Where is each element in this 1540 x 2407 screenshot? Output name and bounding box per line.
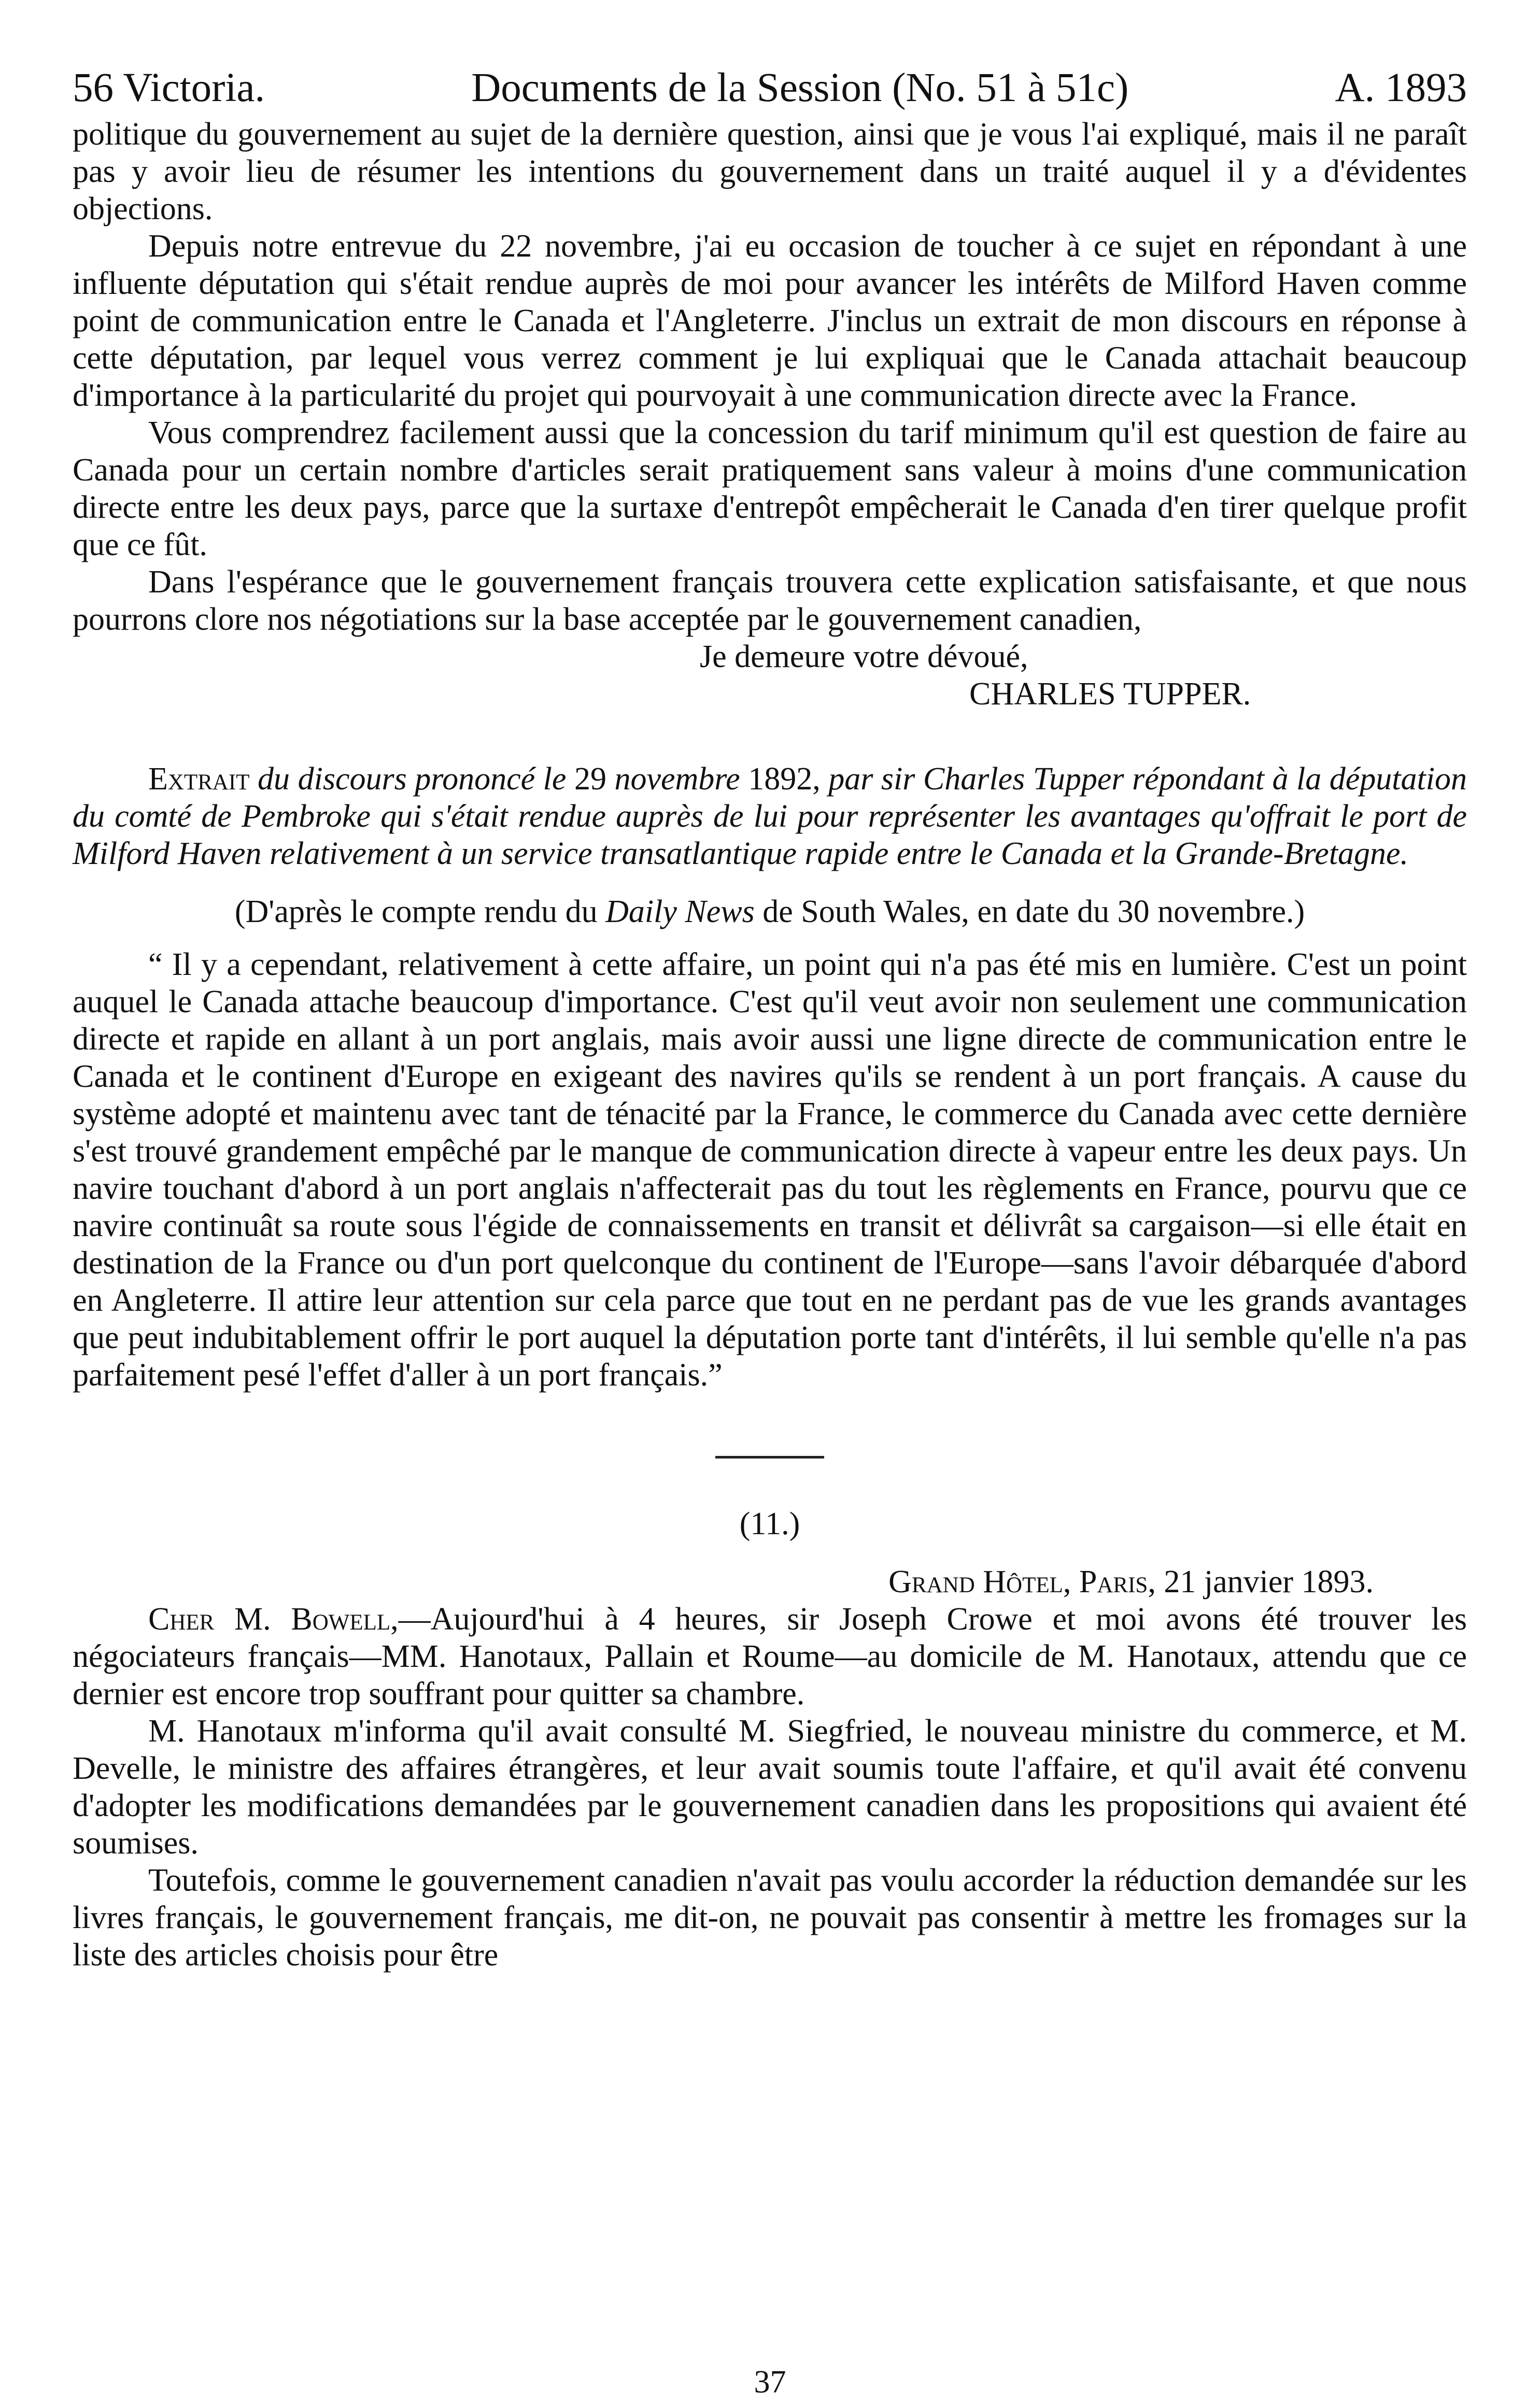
section-divider [715, 1456, 824, 1459]
extract-lead: Extrait [148, 761, 250, 797]
paragraph: M. Hanotaux m'informa qu'il avait consulté M. Siegfried, le nouveau ministre du commerce, et M. Develle, le ministre des affaires étrangères, et leur avait soumis toute l'affaire, et qu'il avait été convenu d'adopter les modifications demandées par le gouvernement canadien dans les propositions qui avaient été soumises. [73, 1714, 1467, 1861]
extract-part1: du discours prononcé le [249, 761, 574, 797]
paragraph [73, 1601, 1467, 1712]
source-a: (D'après le compte rendu du [234, 894, 606, 929]
extract-source [73, 893, 1467, 930]
source-b: de South Wales, en date du 30 novembre.) [754, 894, 1305, 929]
letter-number: (11.) [739, 1506, 800, 1541]
source-paper: Daily News [605, 894, 755, 929]
paragraph: Toutefois, comme le gouvernement canadien n'avait pas voulu accorder la réduction demandée sur les livres français, le gouvernement français, me dit-on, ne pouvait pas consentir à mettre les fromages sur la liste des articles choisis pour être [73, 1863, 1467, 1973]
extract-heading [73, 760, 1467, 872]
paragraph: Dans l'espérance que le gouvernement français trouvera cette explication satisfaisante, et que nous pourrons clore nos négotiations sur la base acceptée par le gouvernement canadien, [73, 564, 1467, 637]
paragraph: Vous comprendrez facilement aussi que la concession du tarif minimum qu'il est question de faire au Canada pour un certain nombre d'articles serait pratiquement sans valeur à moins d'une communication directe entre les deux pays, parce que la surtaxe d'entrepôt empêcherait le Canada d'en tirer quelque profit que ce fût. [73, 415, 1467, 562]
page-number: 37 [754, 2364, 786, 2400]
dateline-date: 21 janvier 1893. [1155, 1564, 1374, 1599]
salutation: Cher M. Bowell, [148, 1602, 399, 1637]
extract-part3: par sir Charles Tupper répondant à la députation du comté de Pembroke qui s'était rendue auprès de lui pour représenter les avantages qu'offrait le port de Milford Haven relativement à un service transatlantique rapide entre le Canada et la Grande-Bretagne. [73, 761, 1467, 871]
extract-part2: novembre [606, 761, 748, 797]
closing: Je demeure votre dévoué, [700, 639, 1028, 674]
header-center: Documents de la Session (No. 51 à 51c) [471, 65, 1129, 110]
dateline-hotel: Grand Hôtel, Paris, [888, 1564, 1156, 1599]
extract-date: 29 [574, 761, 606, 797]
paragraph: Depuis notre entrevue du 22 novembre, j'ai eu occasion de toucher à ce sujet en répondant à une influente députation qui s'était rendue auprès de moi pour avancer les intérêts de Milford Haven comme point de communication entre le Canada et l'Angleterre. J'inclus un extrait de mon discours en réponse à cette députation, par lequel vous verrez comment je lui expliquai que le Canada attachait beaucoup d'importance à la particularité du projet qui pourvoyait à une communication directe avec la France. [73, 229, 1467, 413]
dateline [73, 1563, 1467, 1601]
document-page [73, 67, 1467, 1974]
extract-year: 1892, [748, 761, 821, 797]
header-left: 56 Victoria. [73, 65, 265, 110]
running-header [73, 67, 1467, 108]
paragraph: politique du gouvernement au sujet de la dernière question, ainsi que je vous l'ai expliqué, mais il ne paraît pas y avoir lieu de résumer les intentions du gouvernement dans un traité auquel il y a d'évidentes objections. [73, 117, 1467, 226]
quote-paragraph: “ Il y a cependant, relativement à cette affaire, un point qui n'a pas été mis en lumière. C'est un point auquel le Canada attache beaucoup d'importance. C'est qu'il veut avoir non seulement une communication directe et rapide en allant à un port anglais, mais avoir aussi une ligne directe de communication entre le Canada et le continent d'Europe en exigeant des navires qu'ils se rendent à un port français. A cause du système adopté et maintenu avec tant de ténacité par la France, le commerce du Canada avec cette dernière s'est trouvé grandement empêché par le manque de communication directe à vapeur entre les deux pays. Un navire touchant d'abord à un port anglais n'affecterait pas du tout les règlements en France, pourvu que ce navire continuât sa route sous l'égide de connaissements en transit et délivrât sa cargaison—si elle était en destination de la France ou d'un port quelconque du continent de l'Europe—sans l'avoir débarquée d'abord en Angleterre. Il attire leur attention sur cela parce que tout en ne perdant pas de vue les grands avantages que peut indubitablement offrir le port auquel la députation porte tant d'intérêts, il lui semble qu'elle n'a pas parfaitement pesé l'effet d'aller à un port français.” [73, 947, 1467, 1393]
header-right: A. 1893 [1335, 65, 1467, 110]
signature: CHARLES TUPPER. [969, 676, 1251, 712]
paragraph-text: —Aujourd'hui à 4 heures, sir Joseph Crowe et moi avons été trouver les négociateurs français—MM. Hanotaux, Pallain et Roume—au domicile de M. Hanotaux, attendu que ce dernier est encore trop souffrant pour quitter sa chambre. [73, 1602, 1467, 1711]
